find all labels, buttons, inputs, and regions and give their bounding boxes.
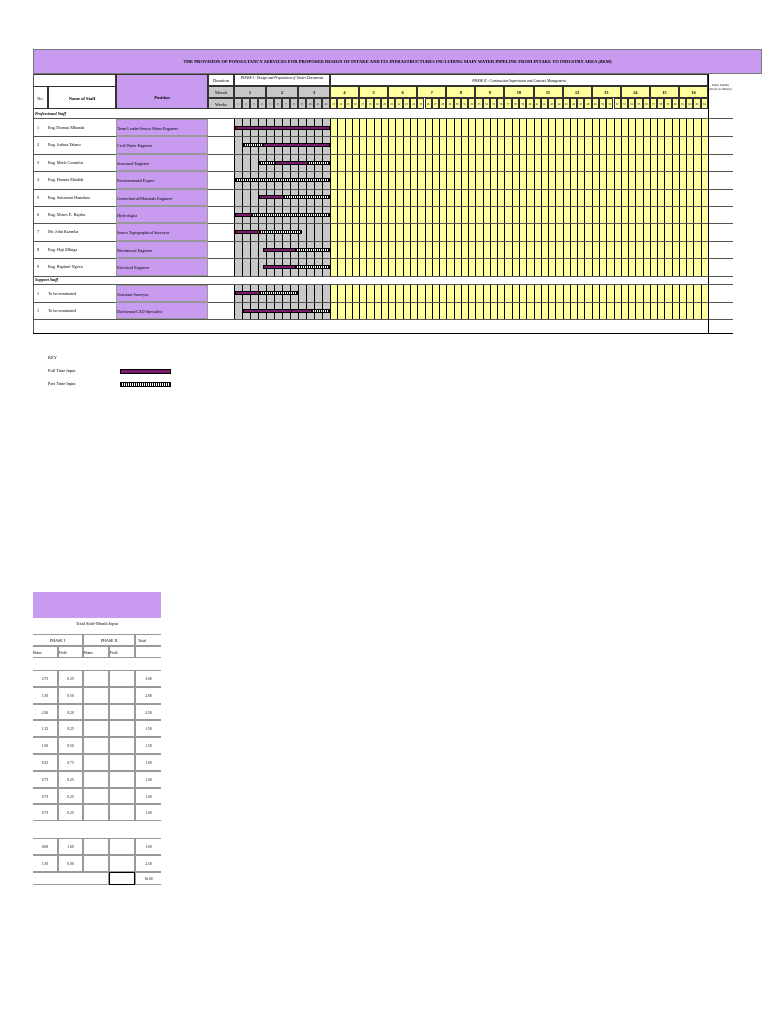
totals-p1-field: 0.75 bbox=[58, 754, 83, 771]
week-43: 43 bbox=[548, 98, 555, 109]
gantt-chart bbox=[33, 74, 733, 348]
month-3: 3 bbox=[298, 86, 330, 98]
section-support: Support Staff bbox=[35, 276, 59, 282]
totals-p2-field bbox=[109, 670, 135, 687]
week-64: 64 bbox=[701, 98, 708, 109]
totals-p1-home: 1.50 bbox=[33, 855, 58, 872]
totals-total-cell: 1.00 bbox=[135, 788, 161, 805]
totals-p2-field bbox=[109, 771, 135, 788]
header-defect: Defect Liability Period (12 Months) bbox=[709, 84, 732, 91]
staff-row-position: Civil/Water Engineer bbox=[116, 136, 208, 153]
totals-p1-home: 2.75 bbox=[33, 670, 58, 687]
staff-row-no: 5 bbox=[37, 194, 40, 200]
staff-row-name: Eng. Joshua Tabaro bbox=[48, 142, 81, 148]
totals-total-cell: 1.00 bbox=[135, 754, 161, 771]
week-42: 42 bbox=[541, 98, 548, 109]
week-35: 35 bbox=[490, 98, 497, 109]
week-46: 46 bbox=[570, 98, 577, 109]
totals-p2-field bbox=[109, 720, 135, 737]
header-phase1: PHASE I - Design and Preparation of Tender Documents bbox=[234, 74, 330, 86]
staff-row-position: Senior Topographical Surveyor bbox=[116, 223, 208, 240]
week-18: 18 bbox=[366, 98, 373, 109]
staff-row-position: Team Leader/Senior Water Engineer bbox=[116, 119, 208, 136]
totals-field-2: Field bbox=[109, 646, 135, 658]
totals-field-1: Field bbox=[58, 646, 83, 658]
support-row-no: 1 bbox=[37, 290, 40, 296]
week-63: 63 bbox=[693, 98, 700, 109]
totals-total-cell: 2.00 bbox=[135, 687, 161, 704]
totals-p2-field bbox=[109, 704, 135, 721]
key-part-time-label: Part Time Input bbox=[48, 381, 76, 386]
week-26: 26 bbox=[425, 98, 432, 109]
week-39: 39 bbox=[519, 98, 526, 109]
week-30: 30 bbox=[454, 98, 461, 109]
totals-total-cell: 2.50 bbox=[135, 855, 161, 872]
support-row-no: 1 bbox=[37, 308, 40, 313]
month-14: 14 bbox=[621, 86, 650, 98]
staff-row-name: Eng. Moses E. Rajabu bbox=[48, 212, 86, 217]
week-38: 38 bbox=[512, 98, 519, 109]
totals-p2-field bbox=[109, 687, 135, 704]
totals-p2-field bbox=[109, 804, 135, 821]
totals-p1-home: 0.75 bbox=[33, 788, 58, 805]
totals-total: Total bbox=[135, 634, 161, 646]
table-left-border bbox=[33, 74, 733, 333]
week-56: 56 bbox=[643, 98, 650, 109]
week-20: 20 bbox=[381, 98, 388, 109]
month-2: 2 bbox=[266, 86, 298, 98]
week-49: 49 bbox=[592, 98, 599, 109]
totals-p2-home bbox=[83, 771, 109, 788]
month-15: 15 bbox=[650, 86, 679, 98]
totals-p1-home: 0.00 bbox=[33, 838, 58, 855]
week-52: 52 bbox=[614, 98, 621, 109]
totals-p1-field: 0.50 bbox=[58, 737, 83, 754]
month-11: 11 bbox=[534, 86, 563, 98]
totals-total-cell: 1.50 bbox=[135, 720, 161, 737]
totals-p1-home: 1.25 bbox=[33, 720, 58, 737]
totals-p1-field: 0.00 bbox=[58, 855, 83, 872]
totals-p1-home: 1.00 bbox=[33, 737, 58, 754]
page-title: THE PROVISION OF PONSULTANCY SERVICES FOR PROPOSED DESIGN OF INTAKE AND ITS INFRASTRUCTURES INCLUDING MAIN WATER PIPELINE FROM INTAKE TO INDUSTRY AREA (8KM) bbox=[33, 49, 762, 74]
totals-p2-home bbox=[83, 687, 109, 704]
week-44: 44 bbox=[555, 98, 562, 109]
totals-p2-field bbox=[109, 737, 135, 754]
staff-row-name: Eng. Meck Cosmilus bbox=[48, 159, 84, 165]
staff-row-no: 4 bbox=[37, 177, 40, 183]
month-5: 5 bbox=[359, 86, 388, 98]
totals-p2-field bbox=[109, 788, 135, 805]
totals-phase1: PHASE I bbox=[33, 634, 83, 646]
key-full-time-swatch bbox=[120, 369, 171, 374]
header-position: Position bbox=[116, 74, 208, 109]
week-31: 31 bbox=[461, 98, 468, 109]
totals-phase2: PHASE II bbox=[83, 634, 135, 646]
totals-p1-home: 0.75 bbox=[33, 804, 58, 821]
week-5: 5 bbox=[266, 98, 274, 109]
totals-home-1: Home bbox=[33, 646, 58, 658]
week-11: 11 bbox=[314, 98, 322, 109]
totals-total-cell: 1.00 bbox=[135, 771, 161, 788]
totals-p2-home bbox=[83, 838, 109, 855]
totals-table bbox=[33, 592, 161, 892]
week-28: 28 bbox=[439, 98, 446, 109]
month-9: 9 bbox=[475, 86, 504, 98]
totals-grand-total: 16.00 bbox=[135, 872, 161, 886]
month-7: 7 bbox=[417, 86, 446, 98]
week-40: 40 bbox=[526, 98, 533, 109]
support-row-name: To be nominated bbox=[48, 290, 77, 296]
week-21: 21 bbox=[388, 98, 395, 109]
totals-p1-field: 0.25 bbox=[58, 771, 83, 788]
week-8: 8 bbox=[290, 98, 298, 109]
week-57: 57 bbox=[650, 98, 657, 109]
header-duration: Duration bbox=[208, 74, 234, 86]
totals-p2-home bbox=[83, 704, 109, 721]
totals-p2-field bbox=[109, 838, 135, 855]
week-24: 24 bbox=[410, 98, 417, 109]
staff-row-position: Structural Engineer bbox=[116, 154, 208, 171]
key-part-time-swatch bbox=[120, 382, 171, 387]
totals-p2-field bbox=[109, 754, 135, 771]
totals-home-2: Home bbox=[83, 646, 109, 658]
staff-row-no: 7 bbox=[37, 229, 40, 235]
week-59: 59 bbox=[664, 98, 671, 109]
staff-row-position: Hydrologist bbox=[116, 206, 208, 223]
totals-p2-home bbox=[83, 720, 109, 737]
week-1: 1 bbox=[234, 98, 242, 109]
week-23: 23 bbox=[403, 98, 410, 109]
totals-p1-home: 2.30 bbox=[33, 704, 58, 721]
totals-p1-field: 0.25 bbox=[58, 720, 83, 737]
header-no: No. bbox=[33, 86, 48, 109]
totals-header-band bbox=[33, 592, 161, 618]
week-32: 32 bbox=[468, 98, 475, 109]
totals-total-cell: 1.00 bbox=[135, 804, 161, 821]
staff-row-position: Environmental Expert bbox=[116, 171, 208, 188]
key-label: KEY bbox=[48, 355, 58, 360]
week-34: 34 bbox=[483, 98, 490, 109]
header-name: Name of Staff bbox=[48, 86, 116, 109]
week-36: 36 bbox=[497, 98, 504, 109]
totals-p1-home: 0.75 bbox=[33, 771, 58, 788]
totals-total-cell: 1.00 bbox=[135, 838, 161, 855]
month-13: 13 bbox=[592, 86, 621, 98]
week-14: 14 bbox=[337, 98, 344, 109]
week-27: 27 bbox=[432, 98, 439, 109]
staff-row-no: 9 bbox=[37, 264, 40, 270]
staff-row-name: Eng.Thomas Mbunda bbox=[48, 125, 85, 130]
totals-blank bbox=[135, 646, 161, 658]
staff-row-name: Eng. Haji Mlinga bbox=[48, 246, 78, 252]
week-9: 9 bbox=[298, 98, 306, 109]
week-55: 55 bbox=[635, 98, 642, 109]
staff-row-no: 8 bbox=[37, 246, 40, 252]
totals-total-cell: 3.00 bbox=[135, 670, 161, 687]
week-53: 53 bbox=[621, 98, 628, 109]
week-12: 12 bbox=[322, 98, 330, 109]
defect-border bbox=[708, 74, 709, 333]
month-4: 4 bbox=[330, 86, 359, 98]
totals-p1-field: 0.20 bbox=[58, 704, 83, 721]
totals-title: Total Staff-Month Input bbox=[75, 621, 119, 626]
week-50: 50 bbox=[599, 98, 606, 109]
week-17: 17 bbox=[359, 98, 366, 109]
month-8: 8 bbox=[446, 86, 475, 98]
week-51: 51 bbox=[606, 98, 613, 109]
week-37: 37 bbox=[504, 98, 511, 109]
week-19: 19 bbox=[374, 98, 381, 109]
staff-row-no: 1 bbox=[37, 125, 40, 130]
totals-p1-field: 0.25 bbox=[58, 804, 83, 821]
totals-total-cell: 1.50 bbox=[135, 737, 161, 754]
week-25: 25 bbox=[417, 98, 424, 109]
week-60: 60 bbox=[672, 98, 679, 109]
week-15: 15 bbox=[345, 98, 352, 109]
table-bottom-border bbox=[33, 333, 733, 334]
staff-row-name: Eng. Solomoni Hamduni bbox=[48, 194, 90, 200]
staff-row-name: Mr. John Kizimba bbox=[48, 229, 79, 235]
totals-p1-field: 1.00 bbox=[58, 838, 83, 855]
week-48: 48 bbox=[584, 98, 591, 109]
key-full-time-label: Full Time Input bbox=[48, 368, 76, 373]
staff-row-name: Eng. Haruna Maulidi bbox=[48, 177, 84, 183]
staff-row-position: Geotechnical/Materials Engineer bbox=[116, 189, 208, 206]
support-row-position: Draftsman/CAD Specialist bbox=[116, 302, 208, 319]
week-10: 10 bbox=[306, 98, 314, 109]
month-1: 1 bbox=[234, 86, 266, 98]
month-12: 12 bbox=[563, 86, 592, 98]
header-phase2: PHASE II - Construction Supervision and Contract Management bbox=[330, 74, 708, 86]
header-month-label: Month bbox=[208, 86, 234, 98]
week-2: 2 bbox=[242, 98, 250, 109]
totals-p2-home bbox=[83, 670, 109, 687]
totals-p1-home: 1.50 bbox=[33, 687, 58, 704]
week-4: 4 bbox=[258, 98, 266, 109]
staff-row-name: Eng. Raphael Ngovo bbox=[48, 264, 84, 270]
week-33: 33 bbox=[475, 98, 482, 109]
totals-grand-blank-2 bbox=[109, 872, 135, 886]
totals-p2-home bbox=[83, 737, 109, 754]
week-41: 41 bbox=[534, 98, 541, 109]
month-16: 16 bbox=[679, 86, 708, 98]
staff-row-no: 2 bbox=[37, 142, 40, 148]
week-58: 58 bbox=[657, 98, 664, 109]
week-54: 54 bbox=[628, 98, 635, 109]
week-47: 47 bbox=[577, 98, 584, 109]
week-6: 6 bbox=[274, 98, 282, 109]
staff-row-no: 3 bbox=[37, 159, 40, 165]
week-22: 22 bbox=[395, 98, 402, 109]
month-6: 6 bbox=[388, 86, 417, 98]
totals-p1-home: 0.25 bbox=[33, 754, 58, 771]
week-62: 62 bbox=[686, 98, 693, 109]
support-row-name: To be nominated bbox=[48, 308, 77, 313]
week-3: 3 bbox=[250, 98, 258, 109]
week-16: 16 bbox=[352, 98, 359, 109]
month-10: 10 bbox=[504, 86, 533, 98]
week-13: 13 bbox=[330, 98, 337, 109]
week-61: 61 bbox=[679, 98, 686, 109]
totals-p1-field: 0.50 bbox=[58, 687, 83, 704]
section-professional: Professional Staff bbox=[35, 111, 66, 116]
staff-row-no: 6 bbox=[37, 212, 40, 217]
totals-p1-field: 0.25 bbox=[58, 670, 83, 687]
totals-p1-field: 0.25 bbox=[58, 788, 83, 805]
staff-row-position: Mechanical Engineer bbox=[116, 241, 208, 258]
staff-row-position: Electrical Engineer bbox=[116, 258, 208, 275]
totals-p2-home bbox=[83, 804, 109, 821]
totals-p2-home bbox=[83, 855, 109, 872]
totals-grand-blank bbox=[33, 872, 109, 886]
week-7: 7 bbox=[282, 98, 290, 109]
totals-p2-home bbox=[83, 754, 109, 771]
week-29: 29 bbox=[446, 98, 453, 109]
totals-p2-field bbox=[109, 855, 135, 872]
totals-p2-home bbox=[83, 788, 109, 805]
support-row-position: Assistant Surveyor bbox=[116, 285, 208, 302]
header-weeks-label: Weeks bbox=[208, 98, 234, 109]
week-45: 45 bbox=[563, 98, 570, 109]
totals-total-cell: 2.50 bbox=[135, 704, 161, 721]
